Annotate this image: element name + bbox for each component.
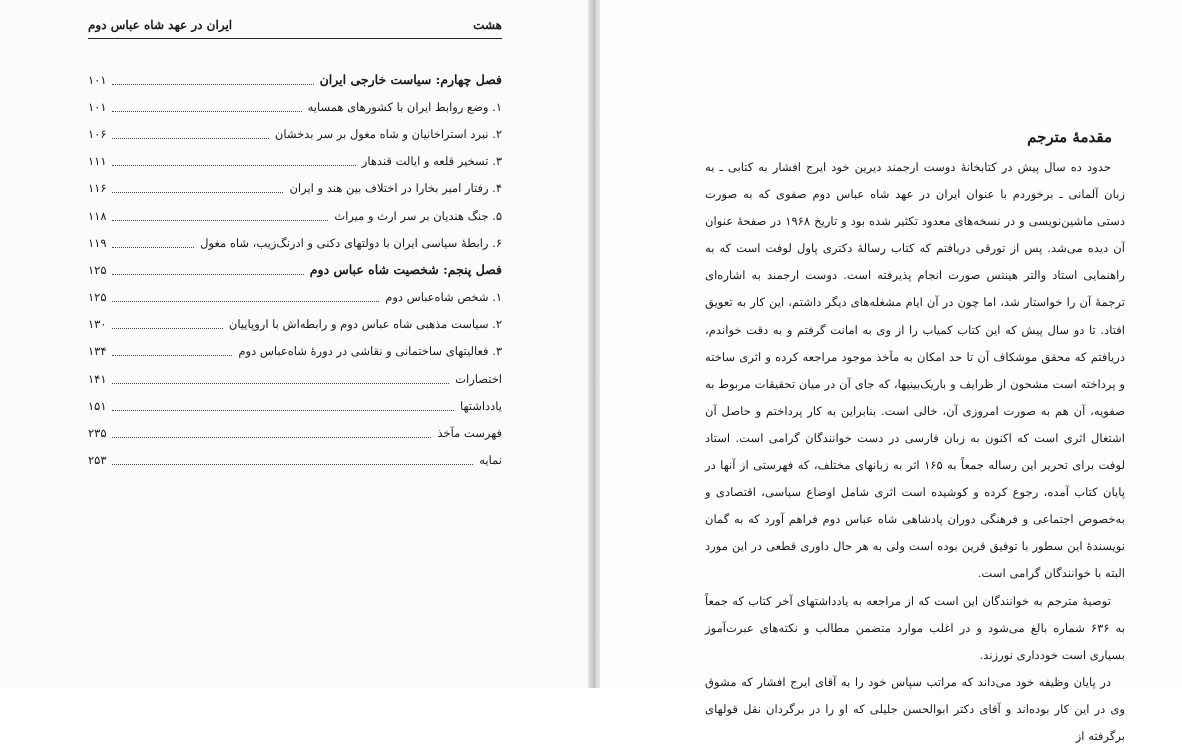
leader-dots bbox=[112, 354, 232, 356]
toc-row[interactable] bbox=[88, 202, 502, 229]
leader-dots bbox=[112, 246, 194, 248]
toc-row[interactable] bbox=[88, 148, 502, 175]
leader-dots bbox=[112, 273, 304, 275]
toc-page-number: ۱۰۱ bbox=[88, 72, 107, 87]
toc-row[interactable] bbox=[88, 447, 502, 474]
page-number: هشت bbox=[473, 18, 502, 32]
leader-dots bbox=[112, 327, 223, 329]
toc-entry-text: ۱. شخص شاه‌عباس دوم bbox=[385, 290, 502, 305]
toc-entry-text: ۳. تسخیر قلعه و ایالت قندهار bbox=[361, 154, 502, 169]
toc-entry-text: فصل چهارم: سیاست خارجی ایران bbox=[319, 71, 502, 87]
body-text bbox=[705, 154, 1125, 750]
toc-page-number: ۱۴۱ bbox=[88, 371, 107, 386]
toc-entry-text: ۴. رفتار امیر بخارا در اختلاف بین هند و ایران bbox=[289, 181, 502, 196]
toc-page-number: ۱۲۵ bbox=[88, 290, 107, 305]
toc-page-number: ۱۵۱ bbox=[88, 398, 107, 413]
table-of-contents bbox=[88, 66, 502, 474]
running-head bbox=[88, 18, 502, 36]
toc-page-number: ۱۱۶ bbox=[88, 181, 107, 196]
toc-row[interactable] bbox=[88, 311, 502, 338]
toc-page-number: ۱۳۴ bbox=[88, 344, 107, 359]
toc-page-number: ۲۳۵ bbox=[88, 426, 107, 441]
leader-dots bbox=[112, 137, 269, 139]
leader-dots bbox=[112, 219, 328, 221]
toc-entry-text: ۲. سیاست مذهبی شاه عباس دوم و رابطه‌اش با اروپاییان bbox=[228, 317, 502, 332]
leader-dots bbox=[112, 191, 283, 193]
toc-entry-text: ۶. رابطهٔ سیاسی ایران با دولتهای دکنی و ادرنگ‌زیب، شاه مغول bbox=[200, 235, 502, 250]
left-page bbox=[0, 0, 590, 688]
toc-page-number: ۱۱۱ bbox=[88, 154, 107, 169]
toc-page-number: ۱۳۰ bbox=[88, 317, 107, 332]
toc-row[interactable] bbox=[88, 338, 502, 365]
toc-entry-text: فصل پنجم: شخصیت شاه عباس دوم bbox=[309, 261, 502, 277]
running-title: ایران در عهد شاه عباس دوم bbox=[88, 18, 233, 32]
toc-entry-text: ۱. وضع روابط ایران با کشورهای همسایه bbox=[307, 99, 502, 114]
toc-row[interactable] bbox=[88, 392, 502, 419]
toc-page-number: ۱۰۱ bbox=[88, 99, 107, 114]
leader-dots bbox=[112, 382, 449, 384]
toc-row[interactable] bbox=[88, 284, 502, 311]
leader-dots bbox=[112, 300, 379, 302]
leader-dots bbox=[112, 409, 454, 411]
section-title: مقدمهٔ مترجم bbox=[1027, 128, 1112, 146]
toc-entry-text: نمایه bbox=[479, 453, 502, 468]
paragraph: در پایان وظیفه خود می‌داند که مراتب سپاس خود را به آقای ایرج افشار که مشوق وی در این کار بوده‌اند و آقای دکتر ابوالحسن جلیلی که او را در برگردان نقل قولهای برگرفته از bbox=[705, 674, 1125, 743]
toc-row[interactable] bbox=[88, 93, 502, 120]
toc-row[interactable] bbox=[88, 365, 502, 392]
paragraph: حدود ده سال پیش در کتابخانهٔ دوست ارجمند دیرین خود ایرج افشار به کتابی ـ به زبان آلمانی ـ برخوردم با عنوان ایران در عهد شاه عباس دوم صفوی که به صورت دستی ماشین‌نویسی و در نسخه‌های معدود تکثیر شده بود و تاریخ ۱۹۶۸ در صفحهٔ عنوان آن دیده می‌شد. پس از تورقی دریافتم که کتاب رسالهٔ دکتری پاول لوفت است که به راهنمایی استاد والتر هینتس صورت انجام پذیرفته است. دوست ارجمند به اشاره‌ای ترجمهٔ آن را خواستار شد، اما چون در آن ایام مشغله‌های دیگر داشتم، این کار به تعویق افتاد. تا دو سال پیش که این کتاب کمیاب را از وی به امانت گرفتم و به دقت خواندم، دریافتم که محقق موشکاف آن تا حد امکان به مآخذ موجود مراجعه کرده و اثری ساخته و پرداخته است مشحون از ظرایف و باریک‌بینیها، که جای آن در میان تحقیقات مربوط به صفویه، آن هم به صورت امروزی آن، خالی است. بنابراین به کار پرداختم و حاصل آن اشتغال اثری است که اکنون به زبان فارسی در دست خوانندگان گرامی است. استاد لوفت برای تحریر این رساله جمعاً به ۱۶۵ اثر به زبانهای مختلف، که فهرستی از آنها در پایان کتاب آمده، رجوع کرده و کوشیده است اثری شامل اوضاع سیاسی، اقتصادی و به‌خصوص اجتماعی و فرهنگی دوران پادشاهی شاه عباس دوم فراهم آورد که به گمان نویسندهٔ این سطور با توفیق قرین بوده است ولی به هر حال داوری قطعی در این مورد البته با خوانندگان گرامی است. bbox=[705, 160, 1125, 581]
toc-row[interactable] bbox=[88, 66, 502, 93]
toc-entry-text: فهرست مآخذ bbox=[437, 426, 502, 441]
toc-page-number: ۲۵۳ bbox=[88, 453, 107, 468]
leader-dots bbox=[112, 463, 473, 465]
toc-entry-text: یادداشتها bbox=[459, 398, 502, 413]
leader-dots bbox=[112, 83, 314, 85]
paragraph: توصیهٔ مترجم به خوانندگان این است که از مراجعه به یادداشتهای آخر کتاب که جمعاً به ۶۳۶ شماره بالغ می‌شود و در اغلب موارد متضمن مطالب و نکته‌های عبرت‌آموز بسیاری است خودداری نورزند. bbox=[705, 593, 1125, 662]
right-page bbox=[600, 0, 1182, 743]
toc-page-number: ۱۰۶ bbox=[88, 126, 107, 141]
toc-entry-text: ۲. نبرد استراخانیان و شاه مغول بر سر بدخشان bbox=[274, 126, 502, 141]
toc-entry-text: ۵. جنگ هندیان بر سر ارث و میراث bbox=[334, 208, 502, 223]
toc-page-number: ۱۱۸ bbox=[88, 208, 107, 223]
toc-row[interactable] bbox=[88, 419, 502, 446]
toc-row[interactable] bbox=[88, 120, 502, 147]
toc-page-number: ۱۲۵ bbox=[88, 262, 107, 277]
toc-row[interactable] bbox=[88, 175, 502, 202]
leader-dots bbox=[112, 436, 431, 438]
header-rule bbox=[88, 38, 502, 39]
leader-dots bbox=[112, 164, 356, 166]
toc-row[interactable] bbox=[88, 229, 502, 256]
toc-entry-text: ۳. فعالیتهای ساختمانی و نقاشی در دورهٔ شاه‌عباس دوم bbox=[238, 344, 502, 359]
toc-page-number: ۱۱۹ bbox=[88, 235, 107, 250]
toc-entry-text: اختصارات bbox=[455, 371, 502, 386]
leader-dots bbox=[112, 110, 302, 112]
toc-row[interactable] bbox=[88, 256, 502, 283]
